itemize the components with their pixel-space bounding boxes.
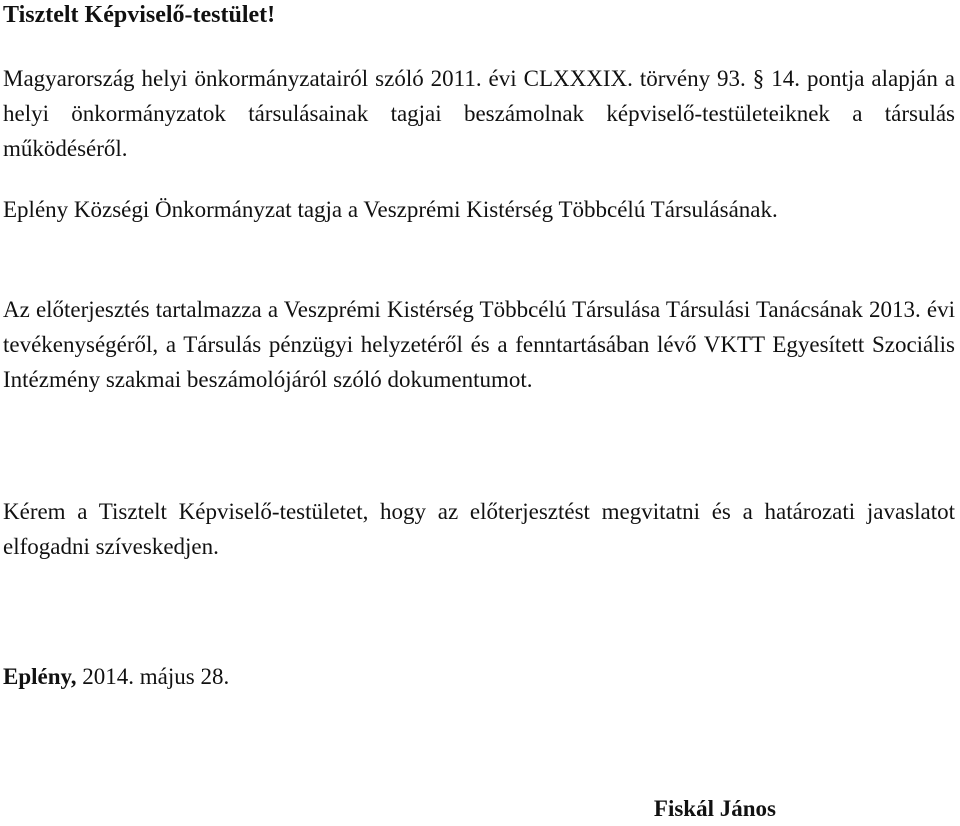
- membership-paragraph: Eplény Községi Önkormányzat tagja a Veszprémi Kistérség Többcélú Társulásának.: [3, 197, 778, 222]
- signing-date: 2014. május 28.: [82, 664, 230, 689]
- contents-paragraph: Az előterjesztés tartalmazza a Veszprémi Kistérség Többcélú Társulása Társulási Tanácsának 2013. évi tevékenységéről, a Társulás pénzügyi helyzetéről és a fenntartásában lévő VKTT Egyesített Szociális Intézmény szakmai beszámolójáról szóló dokumentumot.: [3, 297, 955, 392]
- signing-place: Eplény,: [3, 664, 77, 689]
- salutation-heading: Tisztelt Képviselő-testület!: [3, 2, 276, 28]
- place-and-date: [3, 660, 229, 694]
- signatory-name: Fiskál János: [653, 796, 776, 821]
- legal-reference-paragraph: Magyarország helyi önkormányzatairól szóló 2011. évi CLXXXIX. törvény 93. § 14. pontja alapján a helyi önkormányzatok társulásainak tagjai beszámolnak képviselő-testületeiknek a társulás működéséről.: [3, 66, 955, 161]
- request-paragraph: Kérem a Tisztelt Képviselő-testületet, hogy az előterjesztést megvitatni és a határozati javaslatot elfogadni szíveskedjen.: [3, 499, 955, 559]
